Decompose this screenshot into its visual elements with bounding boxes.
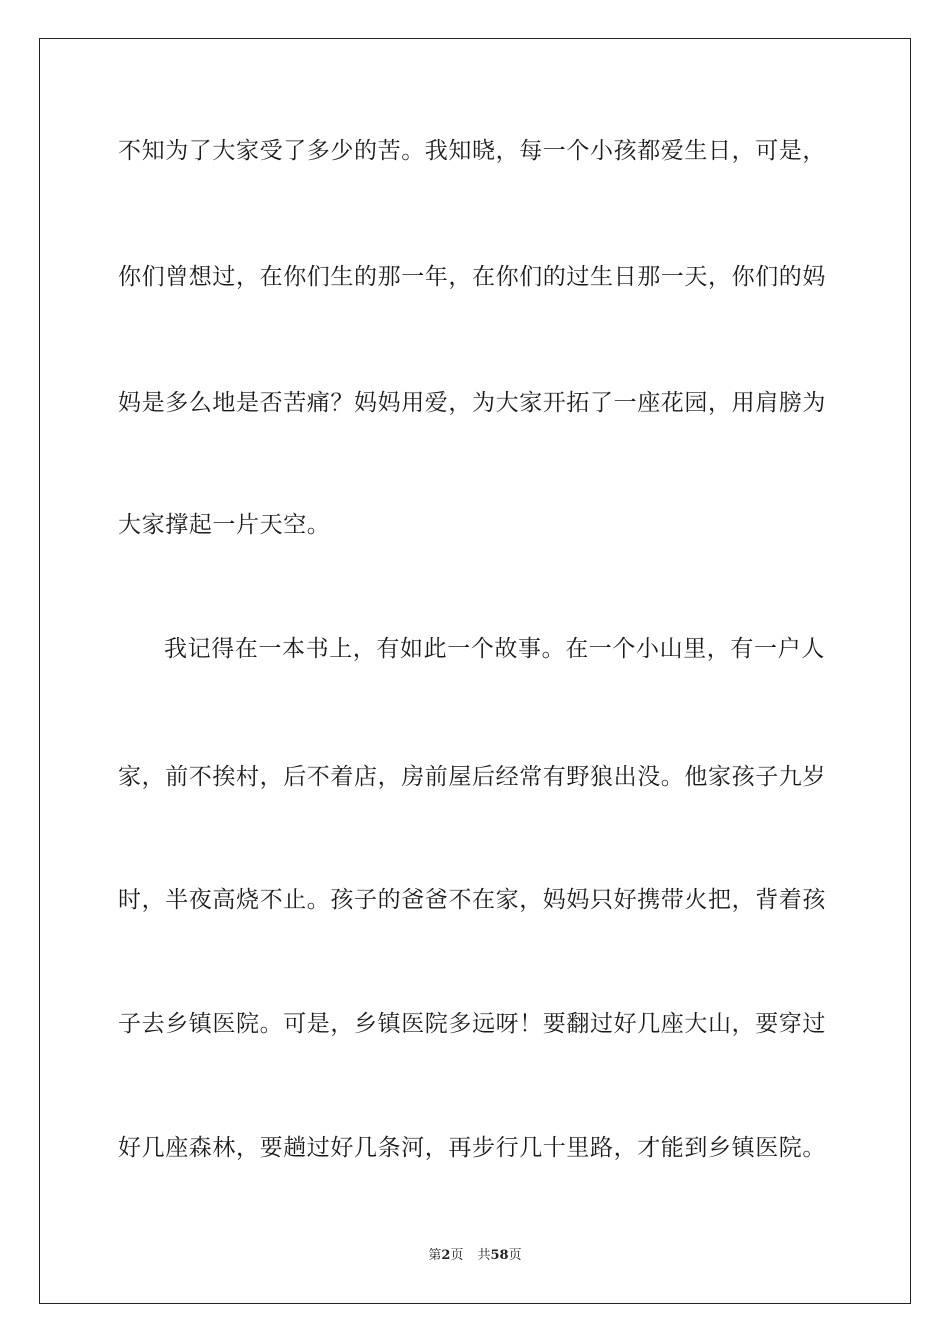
body-line-7: 时，半夜高烧不止。孩子的爸爸不在家，妈妈只好携带火把，背着孩 <box>118 887 826 913</box>
body-line-2: 你们曾想过，在你们生的那一年，在你们的过生日那一天，你们的妈 <box>118 264 826 290</box>
body-line-9: 好几座森林，要趟过好几条河，再步行几十里路，才能到乡镇医院。 <box>118 1135 826 1161</box>
page-prefix: 第 <box>428 1248 442 1263</box>
page-suffix: 页 <box>450 1248 464 1263</box>
body-line-6: 家，前不挨村，后不着店，房前屋后经常有野狼出没。他家孩子九岁 <box>118 764 826 790</box>
page-footer <box>0 1247 950 1265</box>
total-pages: 58 <box>490 1248 509 1263</box>
body-line-4: 大家撑起一片天空。 <box>118 512 331 538</box>
body-line-8: 子去乡镇医院。可是，乡镇医院多远呀！要翻过好几座大山，要穿过 <box>118 1011 826 1037</box>
page-border <box>39 38 911 1304</box>
page-number: 2 <box>441 1248 451 1263</box>
total-suffix: 页 <box>508 1248 522 1263</box>
body-line-3: 妈是多么地是否苦痛？妈妈用爱，为大家开拓了一座花园，用肩膀为 <box>118 390 826 416</box>
total-prefix: 共 <box>477 1248 491 1263</box>
body-line-1: 不知为了大家受了多少的苦。我知晓，每一个小孩都爱生日，可是， <box>118 138 826 164</box>
body-line-5: 我记得在一本书上，有如此一个故事。在一个小山里，有一户人 <box>164 636 825 662</box>
